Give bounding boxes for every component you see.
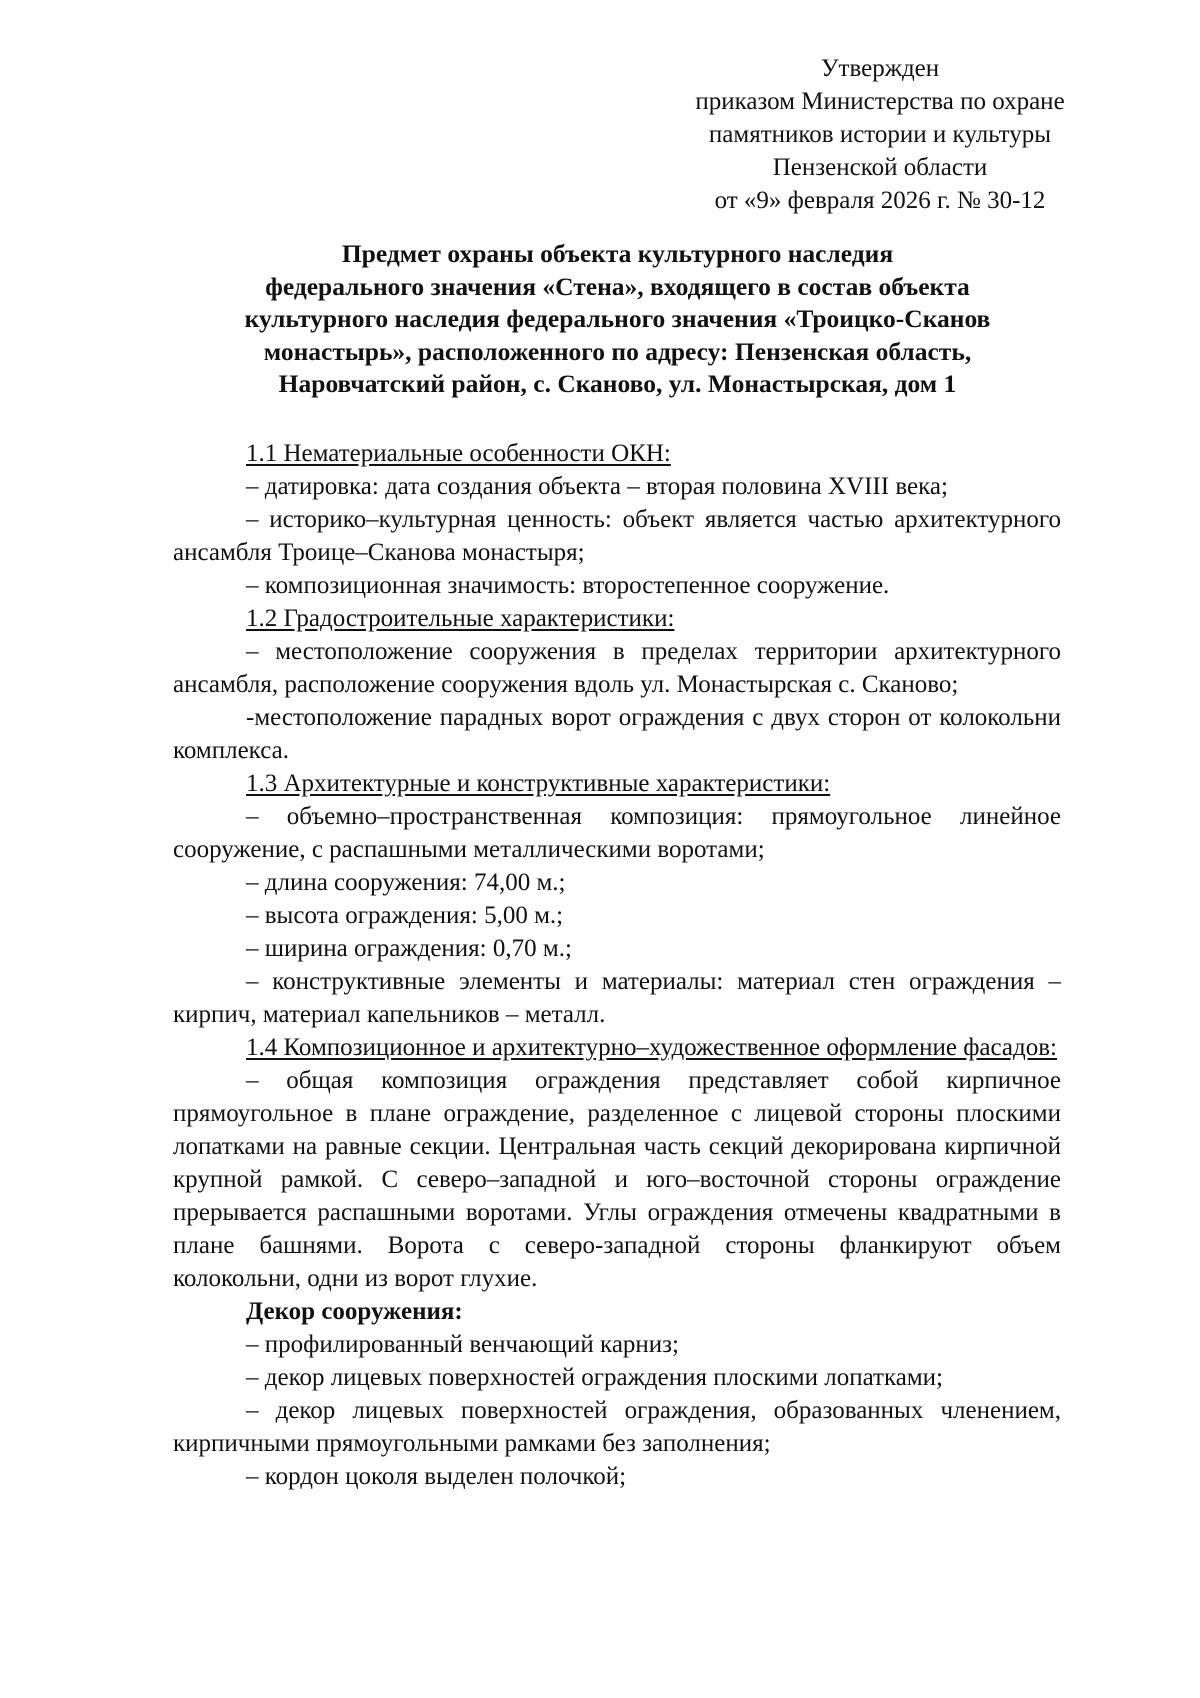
- list-item: – декор лицевых поверхностей ограждения плоскими лопатками;: [246, 1364, 943, 1391]
- list-item: – длина сооружения: 74,00 м.;: [246, 869, 566, 896]
- facade-paragraph: – общая композиция ограждения представляет собой кирпичное прямоугольное в плане ограждение, разделенное с лицевой стороны плоскими лопатками на равные секции. Центральная часть секций декорирована кирпичной крупной рамкой. С северо–западной и юго–восточной стороны ограждение прерывается распашными воротами. Углы ограждения отмечены квадратными в плане башнями. Ворота с северо-западной стороны фланкируют объем колокольни, одни из ворот глухие.: [173, 1067, 1061, 1292]
- document-body: [173, 437, 1061, 1493]
- section-1-1: [173, 437, 1061, 470]
- document-title: [170, 238, 1065, 401]
- title-line: монастырь», расположенного по адресу: Пензенская область,: [263, 336, 972, 366]
- section-heading: 1.4 Композиционное и архитектурно–художественное оформление фасадов:: [246, 1034, 1057, 1061]
- section-1-3: [173, 767, 1061, 800]
- section-1-2: [173, 602, 1061, 635]
- list-item: – кордон цоколя выделен полочкой;: [246, 1463, 627, 1490]
- title-line: культурного наследия федерального значения «Троицко-Сканов: [244, 304, 991, 333]
- list-item: – датировка: дата создания объекта – вторая половина XVIII века;: [246, 473, 948, 500]
- list-item: – высота ограждения: 5,00 м.;: [246, 902, 564, 929]
- approval-stamp: [640, 52, 1120, 217]
- section-heading: 1.1 Нематериальные особенности ОКН:: [246, 440, 671, 467]
- approval-line: Пензенской области: [772, 154, 988, 181]
- list-item: – декор лицевых поверхностей ограждения, образованных членением, кирпичными прямоугольными рамками без заполнения;: [173, 1397, 1061, 1457]
- title-line: федерального значения «Стена», входящего в состав объекта: [265, 271, 970, 301]
- list-item: – местоположение сооружения в пределах территории архитектурного ансамбля, расположение сооружения вдоль ул. Монастырская с. Сканово;: [173, 638, 1061, 698]
- approval-line: от «9» февраля 2026 г. № 30-12: [714, 187, 1046, 214]
- section-heading: 1.2 Градостроительные характеристики:: [246, 605, 675, 632]
- list-item: – объемно–пространственная композиция: прямоугольное линейное сооружение, с распашными металлическими воротами;: [173, 803, 1061, 863]
- title-line: Предмет охраны объекта культурного наследия: [341, 239, 894, 268]
- approval-line: приказом Министерства по охране: [695, 88, 1065, 115]
- list-item: – ширина ограждения: 0,70 м.;: [246, 935, 572, 962]
- approval-line: Утвержден: [820, 55, 940, 82]
- approval-line: памятников истории и культуры: [708, 121, 1052, 148]
- section-heading: 1.3 Архитектурные и конструктивные характеристики:: [246, 770, 831, 797]
- list-item: – конструктивные элементы и материалы: материал стен ограждения – кирпич, материал капельников – металл.: [173, 968, 1061, 1028]
- list-item: – композиционная значимость: второстепенное сооружение.: [246, 572, 890, 599]
- list-item: – историко–культурная ценность: объект является частью архитектурного ансамбля Троице–Сканова монастыря;: [173, 506, 1061, 566]
- list-item: -местоположение парадных ворот ограждения с двух сторон от колокольни комплекса.: [173, 704, 1061, 764]
- title-line: Наровчатский район, с. Сканово, ул. Монастырская, дом 1: [278, 369, 957, 398]
- decor-heading: Декор сооружения:: [246, 1298, 463, 1325]
- list-item: – профилированный венчающий карниз;: [246, 1331, 679, 1358]
